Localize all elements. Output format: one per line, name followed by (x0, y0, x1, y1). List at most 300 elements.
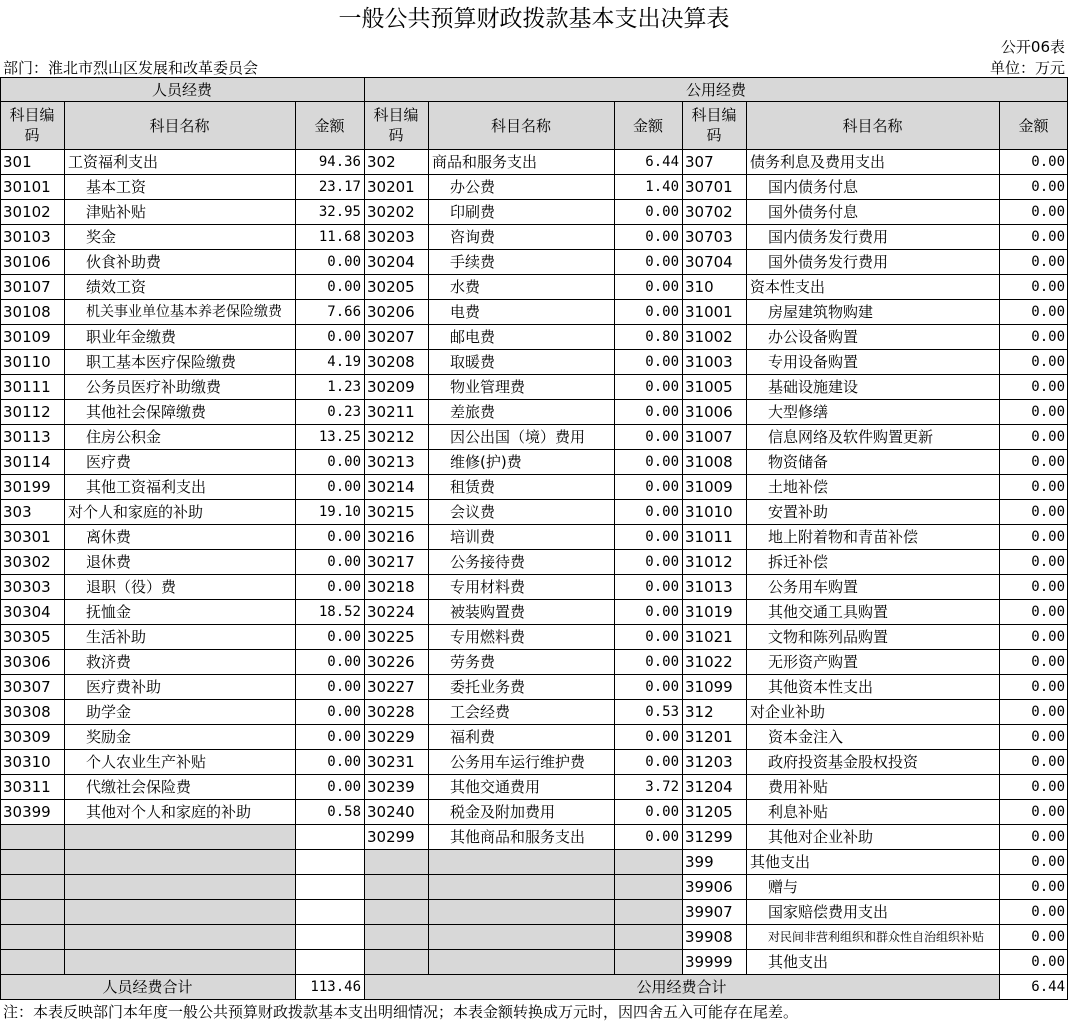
row-border (0, 649, 1068, 650)
row-amount: 0.00 (645, 279, 679, 295)
row-amount: 0.00 (645, 829, 679, 845)
row-border (0, 974, 1068, 975)
row-amount: 0.00 (1031, 904, 1065, 920)
row-border (0, 799, 1068, 800)
row-border (0, 599, 1068, 600)
row-code: 30703 (685, 228, 733, 246)
row-name: 信息网络及软件购置更新 (768, 428, 934, 446)
row-border (0, 949, 1068, 950)
row-code: 301 (3, 153, 32, 171)
row-name: 公务用车购置 (768, 578, 859, 596)
row-code: 30702 (685, 203, 733, 221)
row-amount: 0.00 (1031, 679, 1065, 695)
row-amount: 0.00 (1031, 854, 1065, 870)
row-amount: 0.00 (645, 804, 679, 820)
row-amount: 0.00 (645, 654, 679, 670)
row-amount: 32.95 (318, 204, 361, 220)
row-name: 津贴补贴 (86, 203, 147, 221)
row-amount: 0.00 (1031, 504, 1065, 520)
row-amount: 0.00 (1031, 329, 1065, 345)
row-border (0, 174, 1068, 175)
row-amount: 0.00 (645, 629, 679, 645)
column-header-name: 科目名称 (428, 102, 614, 150)
row-name: 奖励金 (86, 728, 132, 746)
row-code: 30226 (367, 653, 415, 671)
row-name: 国外债务付息 (768, 203, 859, 221)
empty-cell-amount (614, 925, 682, 950)
row-amount: 0.00 (645, 204, 679, 220)
row-code: 30113 (3, 428, 51, 446)
row-amount: 0.53 (645, 704, 679, 720)
row-code: 30110 (3, 353, 51, 371)
row-code: 31013 (685, 578, 733, 596)
empty-cell-amount (614, 900, 682, 925)
row-name: 地上附着物和青苗补偿 (768, 528, 919, 546)
row-amount: 0.00 (645, 579, 679, 595)
row-border (0, 249, 1068, 250)
row-name: 邮电费 (450, 328, 496, 346)
row-border (0, 324, 1068, 325)
row-name: 费用补贴 (768, 778, 829, 796)
row-code: 31006 (685, 403, 733, 421)
row-code: 31003 (685, 353, 733, 371)
row-code: 30301 (3, 528, 51, 546)
row-code: 31299 (685, 828, 733, 846)
row-name: 无形资产购置 (768, 653, 859, 671)
row-amount: 0.00 (327, 754, 361, 770)
row-name: 伙食补助费 (86, 253, 162, 271)
row-name: 救济费 (86, 653, 132, 671)
border-under-group-header (0, 101, 1068, 102)
row-amount: 0.00 (1031, 704, 1065, 720)
row-code: 31002 (685, 328, 733, 346)
row-amount: 0.00 (327, 729, 361, 745)
column-border (614, 101, 615, 975)
row-code: 30218 (367, 578, 415, 596)
column-border (295, 101, 296, 1000)
row-name: 代缴社会保险费 (86, 778, 192, 796)
row-code: 30206 (367, 303, 415, 321)
row-code: 30103 (3, 228, 51, 246)
row-name: 其他社会保障缴费 (86, 403, 207, 421)
row-code: 30102 (3, 203, 51, 221)
row-name: 医疗费补助 (86, 678, 162, 696)
row-amount: 0.00 (327, 679, 361, 695)
row-amount: 0.00 (645, 254, 679, 270)
row-code: 30201 (367, 178, 415, 196)
row-amount: 0.00 (327, 779, 361, 795)
row-amount: 0.00 (1031, 779, 1065, 795)
row-name: 政府投资基金股权投资 (768, 753, 919, 771)
empty-cell-name (64, 875, 295, 900)
row-name: 其他支出 (750, 853, 811, 871)
row-name: 其他支出 (768, 953, 829, 971)
row-name: 专用设备购置 (768, 353, 859, 371)
row-amount: 1.23 (327, 379, 361, 395)
row-code: 30202 (367, 203, 415, 221)
row-border (0, 349, 1068, 350)
header-public: 公用经费 (364, 78, 1068, 102)
row-border (0, 449, 1068, 450)
row-code: 30214 (367, 478, 415, 496)
row-name: 公务用车运行维护费 (450, 753, 586, 771)
row-name: 文物和陈列品购置 (768, 628, 889, 646)
row-name: 赠与 (768, 878, 799, 896)
row-name: 工资福利支出 (68, 153, 159, 171)
row-border (0, 424, 1068, 425)
row-code: 30106 (3, 253, 51, 271)
column-border (428, 101, 429, 975)
border-under-column-header (0, 149, 1068, 150)
row-code: 30305 (3, 628, 51, 646)
row-border (0, 499, 1068, 500)
empty-cell-amount (295, 850, 364, 875)
row-amount: 0.00 (645, 429, 679, 445)
row-name: 职工基本医疗保险缴费 (86, 353, 237, 371)
border-left (0, 77, 1, 1000)
row-amount: 0.00 (645, 754, 679, 770)
row-code: 30399 (3, 803, 51, 821)
public-total-amount: 6.44 (1031, 979, 1065, 995)
row-name: 水费 (450, 278, 481, 296)
row-amount: 0.00 (645, 229, 679, 245)
row-name: 对企业补助 (750, 703, 826, 721)
border-top (0, 77, 1068, 78)
empty-cell-code (0, 825, 64, 850)
empty-cell-code (364, 925, 428, 950)
row-code: 30701 (685, 178, 733, 196)
row-name: 国内债务发行费用 (768, 228, 889, 246)
row-code: 30199 (3, 478, 51, 496)
row-code: 31005 (685, 378, 733, 396)
empty-cell-code (0, 950, 64, 975)
row-code: 30217 (367, 553, 415, 571)
row-name: 福利费 (450, 728, 496, 746)
row-name: 医疗费 (86, 453, 132, 471)
row-name: 租赁费 (450, 478, 496, 496)
row-amount: 18.52 (318, 604, 361, 620)
column-header-code-line1: 科目编 (9, 106, 55, 124)
row-border (0, 899, 1068, 900)
column-header-name: 科目名称 (746, 102, 999, 150)
row-border (0, 674, 1068, 675)
row-code: 30303 (3, 578, 51, 596)
row-border (0, 549, 1068, 550)
empty-cell-name (64, 850, 295, 875)
row-name: 抚恤金 (86, 603, 132, 621)
empty-cell-name (64, 925, 295, 950)
personnel-total-label: 人员经费合计 (0, 975, 295, 1000)
row-name: 退休费 (86, 553, 132, 571)
row-amount: 0.00 (327, 254, 361, 270)
row-border (0, 374, 1068, 375)
column-border (746, 101, 747, 975)
column-header-code-line1: 科目编 (373, 106, 419, 124)
row-code: 30239 (367, 778, 415, 796)
row-code: 30309 (3, 728, 51, 746)
row-amount: 0.00 (1031, 179, 1065, 195)
row-border (0, 299, 1068, 300)
row-name: 其他对个人和家庭的补助 (86, 803, 252, 821)
row-amount: 0.00 (327, 329, 361, 345)
row-code: 31011 (685, 528, 733, 546)
row-border (0, 824, 1068, 825)
row-border (0, 199, 1068, 200)
empty-cell-code (0, 925, 64, 950)
row-amount: 0.00 (645, 479, 679, 495)
row-code: 30205 (367, 278, 415, 296)
row-amount: 1.40 (645, 179, 679, 195)
row-amount: 0.00 (1031, 479, 1065, 495)
row-code: 31012 (685, 553, 733, 571)
row-amount: 4.19 (327, 354, 361, 370)
row-name: 因公出国（境）费用 (450, 428, 586, 446)
row-name: 个人农业生产补贴 (86, 753, 207, 771)
row-name: 其他商品和服务支出 (450, 828, 586, 846)
row-name: 助学金 (86, 703, 132, 721)
table-number: 公开06表 (1000, 38, 1065, 56)
row-amount: 3.72 (645, 779, 679, 795)
row-amount: 0.00 (327, 554, 361, 570)
row-name: 绩效工资 (86, 278, 147, 296)
empty-cell-code (364, 875, 428, 900)
row-name: 职业年金缴费 (86, 328, 177, 346)
empty-cell-code (0, 900, 64, 925)
row-code: 303 (3, 503, 32, 521)
row-amount: 0.00 (1031, 554, 1065, 570)
empty-cell-name (64, 900, 295, 925)
row-border (0, 849, 1068, 850)
row-name: 取暖费 (450, 353, 496, 371)
row-code: 30227 (367, 678, 415, 696)
row-name: 住房公积金 (86, 428, 162, 446)
row-border (0, 574, 1068, 575)
empty-cell-code (364, 900, 428, 925)
row-amount: 0.00 (1031, 229, 1065, 245)
row-name: 国家赔偿费用支出 (768, 903, 889, 921)
row-border (0, 749, 1068, 750)
row-border (0, 774, 1068, 775)
row-code: 30211 (367, 403, 415, 421)
row-code: 30228 (367, 703, 415, 721)
row-amount: 0.00 (645, 554, 679, 570)
empty-cell-amount (295, 825, 364, 850)
empty-cell-amount (614, 950, 682, 975)
row-name: 奖金 (86, 228, 117, 246)
row-amount: 6.44 (645, 154, 679, 170)
row-name: 债务利息及费用支出 (750, 153, 886, 171)
column-header-amount: 金额 (295, 102, 364, 150)
row-name: 专用材料费 (450, 578, 526, 596)
empty-cell-amount (295, 900, 364, 925)
row-name: 劳务费 (450, 653, 496, 671)
row-border (0, 924, 1068, 925)
row-code: 31204 (685, 778, 733, 796)
row-code: 31009 (685, 478, 733, 496)
column-header-code-line2: 码 (24, 126, 40, 144)
row-amount: 0.00 (327, 529, 361, 545)
row-name: 离休费 (86, 528, 132, 546)
empty-cell-name (428, 925, 614, 950)
row-name: 工会经费 (450, 703, 511, 721)
row-code: 399 (685, 853, 714, 871)
row-amount: 0.00 (645, 604, 679, 620)
group-divider (364, 77, 365, 1000)
footnote: 注：本表反映部门本年度一般公共预算财政拨款基本支出明细情况；本表金额转换成万元时，因四舍五入可能存在尾差。 (3, 1003, 799, 1021)
row-code: 30310 (3, 753, 51, 771)
row-amount: 0.00 (1031, 829, 1065, 845)
row-border (0, 524, 1068, 525)
row-name: 机关事业单位基本养老保险缴费 (86, 304, 282, 320)
row-code: 30111 (3, 378, 51, 396)
row-name: 专用燃料费 (450, 628, 526, 646)
row-code: 30209 (367, 378, 415, 396)
empty-cell-name (428, 850, 614, 875)
row-amount: 0.00 (1031, 429, 1065, 445)
row-code: 31099 (685, 678, 733, 696)
row-code: 30109 (3, 328, 51, 346)
row-name: 国内债务付息 (768, 178, 859, 196)
row-amount: 0.00 (1031, 604, 1065, 620)
row-amount: 0.00 (1031, 729, 1065, 745)
row-name: 拆迁补偿 (768, 553, 829, 571)
row-name: 办公费 (450, 178, 496, 196)
column-header-code (364, 102, 428, 150)
row-code: 30213 (367, 453, 415, 471)
row-name: 培训费 (450, 528, 496, 546)
row-amount: 0.00 (327, 579, 361, 595)
empty-cell-amount (295, 925, 364, 950)
column-header-code-line1: 科目编 (691, 106, 737, 124)
row-amount: 0.80 (645, 329, 679, 345)
column-border (999, 101, 1000, 1000)
row-code: 30203 (367, 228, 415, 246)
row-amount: 0.00 (1031, 529, 1065, 545)
row-amount: 0.00 (645, 304, 679, 320)
row-amount: 94.36 (318, 154, 361, 170)
row-name: 印刷费 (450, 203, 496, 221)
row-amount: 0.00 (645, 504, 679, 520)
row-code: 30225 (367, 628, 415, 646)
empty-cell-name (428, 900, 614, 925)
row-code: 30307 (3, 678, 51, 696)
row-border (0, 399, 1068, 400)
row-amount: 11.68 (318, 229, 361, 245)
row-code: 310 (685, 278, 714, 296)
column-border (682, 101, 683, 975)
row-amount: 7.66 (327, 304, 361, 320)
empty-cell-name (64, 950, 295, 975)
row-name: 国外债务发行费用 (768, 253, 889, 271)
row-border (0, 474, 1068, 475)
column-header-code (0, 102, 64, 150)
row-amount: 0.00 (1031, 629, 1065, 645)
row-border (0, 274, 1068, 275)
row-amount: 0.23 (327, 404, 361, 420)
personnel-total-amount: 113.46 (310, 979, 361, 995)
row-code: 30208 (367, 353, 415, 371)
empty-cell-code (0, 875, 64, 900)
row-name: 委托业务费 (450, 678, 526, 696)
row-amount: 0.00 (645, 454, 679, 470)
row-code: 31021 (685, 628, 733, 646)
row-code: 312 (685, 703, 714, 721)
row-amount: 0.00 (1031, 754, 1065, 770)
row-name: 会议费 (450, 503, 496, 521)
row-amount: 23.17 (318, 179, 361, 195)
border-bottom (0, 999, 1068, 1000)
row-amount: 0.00 (1031, 254, 1065, 270)
row-amount: 0.00 (1031, 454, 1065, 470)
row-name: 其他交通费用 (450, 778, 541, 796)
row-name: 被装购置费 (450, 603, 526, 621)
row-name: 公务员医疗补助缴费 (86, 378, 222, 396)
row-name: 商品和服务支出 (432, 153, 538, 171)
column-header-code-line2: 码 (706, 126, 722, 144)
row-amount: 0.00 (1031, 379, 1065, 395)
row-amount: 0.00 (327, 279, 361, 295)
empty-cell-name (428, 875, 614, 900)
row-name: 差旅费 (450, 403, 496, 421)
row-code: 31001 (685, 303, 733, 321)
empty-cell-amount (295, 950, 364, 975)
empty-cell-amount (614, 875, 682, 900)
row-amount: 0.00 (1031, 404, 1065, 420)
row-amount: 0.00 (645, 354, 679, 370)
column-border (64, 101, 65, 975)
empty-cell-code (0, 850, 64, 875)
row-code: 31022 (685, 653, 733, 671)
row-name: 安置补助 (768, 503, 829, 521)
row-amount: 0.00 (1031, 929, 1065, 945)
row-name: 维修(护)费 (450, 453, 522, 471)
row-name: 大型修缮 (768, 403, 829, 421)
row-code: 30308 (3, 703, 51, 721)
row-amount: 0.00 (1031, 279, 1065, 295)
row-amount: 0.00 (1031, 654, 1065, 670)
row-amount: 0.00 (327, 479, 361, 495)
row-amount: 0.00 (1031, 879, 1065, 895)
column-header-code-line2: 码 (388, 126, 404, 144)
column-header-amount: 金额 (614, 102, 682, 150)
row-name: 电费 (450, 303, 481, 321)
row-amount: 0.00 (1031, 579, 1065, 595)
row-code: 30302 (3, 553, 51, 571)
row-amount: 19.10 (318, 504, 361, 520)
row-code: 39907 (685, 903, 733, 921)
row-border (0, 699, 1068, 700)
row-code: 30101 (3, 178, 51, 196)
row-border (0, 224, 1068, 225)
row-code: 31007 (685, 428, 733, 446)
row-code: 31203 (685, 753, 733, 771)
row-name: 基本工资 (86, 178, 147, 196)
row-name: 物业管理费 (450, 378, 526, 396)
row-amount: 0.00 (1031, 804, 1065, 820)
row-code: 30216 (367, 528, 415, 546)
unit-label: 单位：万元 (989, 59, 1065, 77)
row-code: 30207 (367, 328, 415, 346)
row-code: 31019 (685, 603, 733, 621)
row-name: 咨询费 (450, 228, 496, 246)
public-total-label: 公用经费合计 (364, 975, 999, 1000)
row-name: 办公设备购置 (768, 328, 859, 346)
row-name: 物资储备 (768, 453, 829, 471)
row-amount: 13.25 (318, 429, 361, 445)
row-name: 其他工资福利支出 (86, 478, 207, 496)
row-code: 30229 (367, 728, 415, 746)
row-amount: 0.00 (1031, 954, 1065, 970)
